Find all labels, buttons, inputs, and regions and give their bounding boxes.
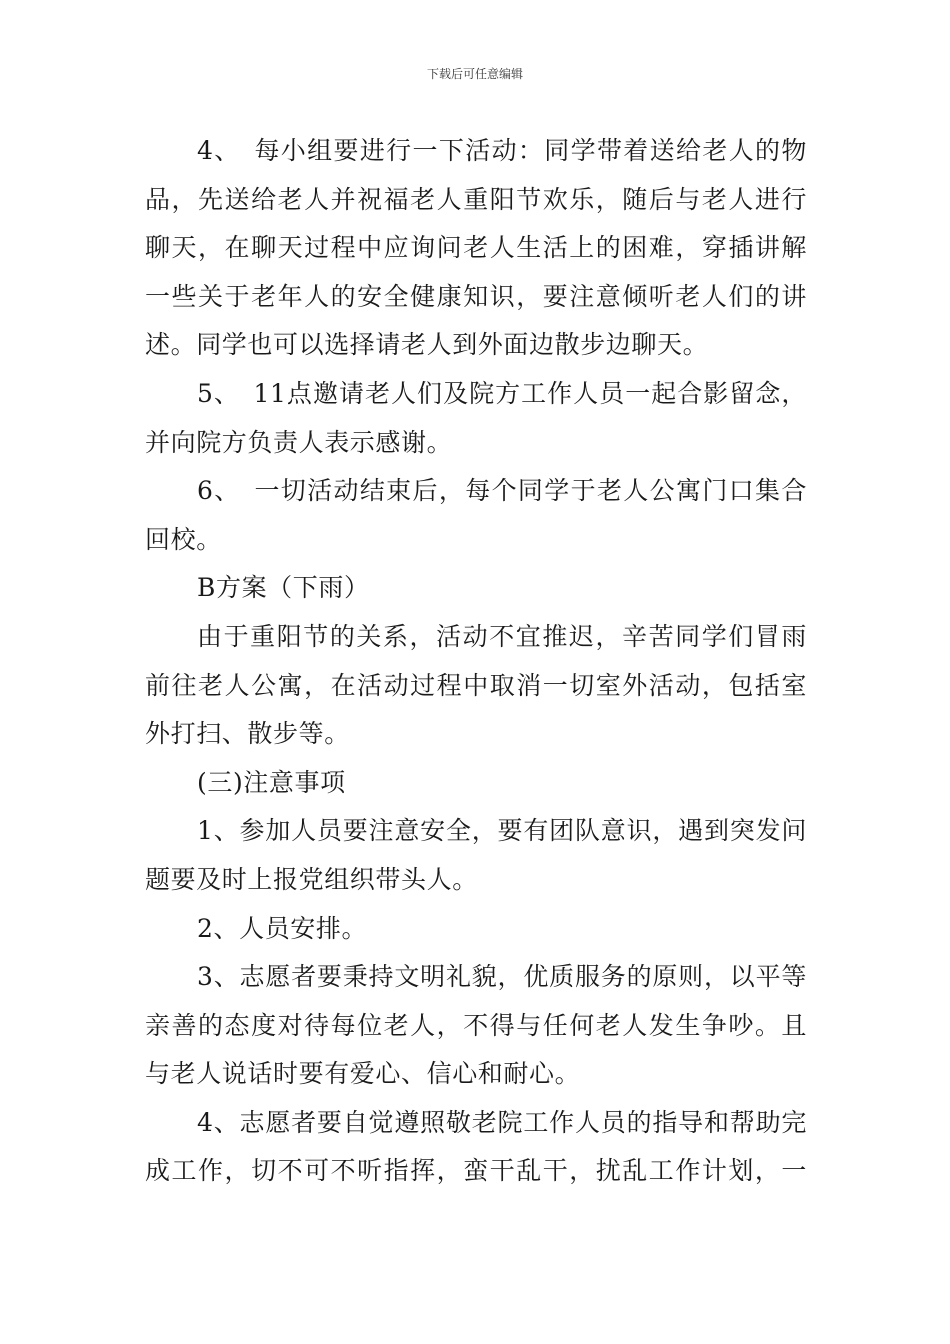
text-line: 前往老人公寓，在活动过程中取消一切室外活动，包括室: [145, 670, 807, 700]
page-header-note: 下载后可任意编辑: [426, 67, 523, 81]
text-line: 亲善的态度对待每位老人，不得与任何老人发生争吵。且: [145, 1010, 807, 1040]
text-line: 5、 11点邀请老人们及院方工作人员一起合影留念，: [197, 378, 807, 408]
text-line: 一些关于老年人的安全健康知识，要注意倾听老人们的讲: [145, 281, 807, 311]
text-line: 4、志愿者要自觉遵照敬老院工作人员的指导和帮助完: [197, 1107, 807, 1137]
text-line: 2、人员安排。: [197, 913, 368, 943]
text-line: 与老人说话时要有爱心、信心和耐心。: [145, 1059, 581, 1089]
section-heading-notes: (三)注意事项: [197, 767, 346, 797]
text-line: 述。同学也可以选择请老人到外面边散步边聊天。: [145, 330, 709, 360]
document-body: [145, 127, 807, 1196]
text-line: 并向院方负责人表示感谢。: [145, 427, 453, 457]
text-line: 由于重阳节的关系，活动不宜推迟，辛苦同学们冒雨: [197, 621, 807, 651]
text-line: 4、 每小组要进行一下活动：同学带着送给老人的物: [197, 136, 807, 165]
text-line: 品，先送给老人并祝福老人重阳节欢乐，随后与老人进行: [145, 184, 807, 214]
section-heading-plan-b: B方案（下雨）: [197, 573, 370, 603]
text-line: 聊天，在聊天过程中应询问老人生活上的困难，穿插讲解: [145, 233, 807, 263]
text-line: 题要及时上报党组织带头人。: [145, 864, 478, 894]
text-line: 1、参加人员要注意安全，要有团队意识，遇到突发问: [197, 816, 807, 846]
text-line: 回校。: [145, 524, 222, 554]
text-line: 外打扫、散步等。: [145, 719, 350, 749]
text-line: 3、志愿者要秉持文明礼貌，优质服务的原则，以平等: [197, 962, 807, 992]
text-line: 成工作，切不可不听指挥，蛮干乱干，扰乱工作计划，一: [145, 1156, 807, 1186]
text-line: 6、 一切活动结束后，每个同学于老人公寓门口集合: [197, 476, 807, 506]
